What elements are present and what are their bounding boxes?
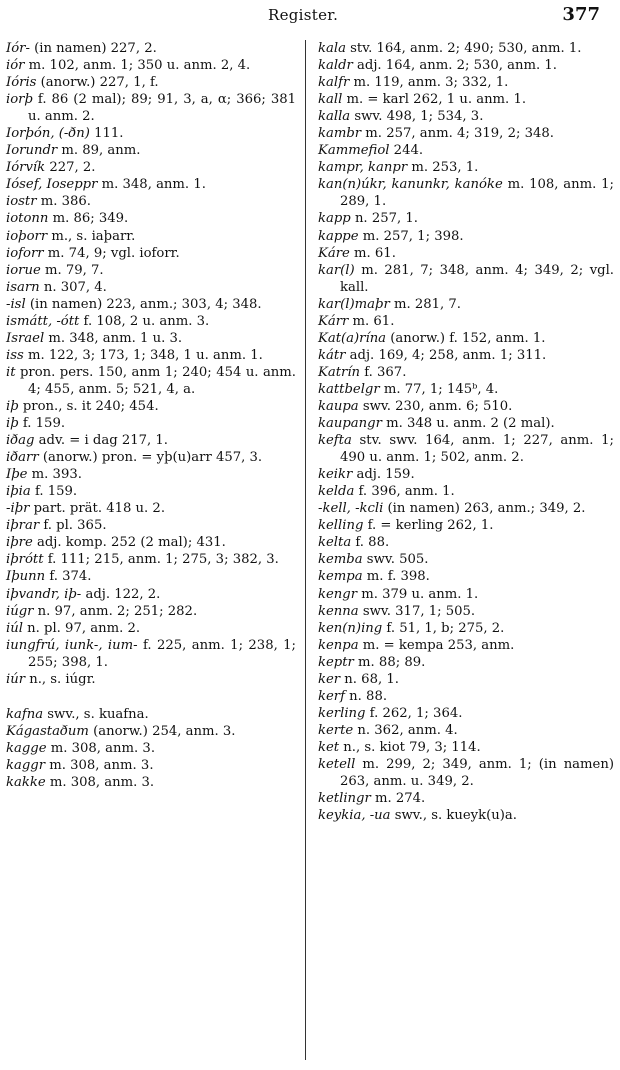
headword: iþre	[6, 535, 33, 551]
entry-references: (in namen) 223, anm.; 303, 4; 348.	[25, 296, 262, 312]
entry-references: m. 61.	[348, 313, 395, 329]
headword: Iósef, Ioseppr	[6, 177, 98, 193]
entry-references: n., s. iúgr.	[25, 671, 96, 687]
entry-references: swv. 505.	[362, 552, 429, 568]
index-entry	[6, 723, 296, 740]
entry-references: m. 308, anm. 3.	[45, 757, 154, 773]
index-entry	[6, 586, 296, 603]
index-entry	[318, 551, 614, 568]
entry-references: m. 108, anm. 1; 289, 1.	[340, 177, 614, 210]
index-entry	[318, 739, 614, 756]
headword: Israel	[6, 330, 45, 346]
entry-references: m. 257, 1; 398.	[358, 228, 464, 244]
index-entry	[318, 398, 614, 415]
index-entry	[318, 330, 614, 347]
entry-references: adj. 169, 4; 258, anm. 1; 311.	[345, 347, 547, 363]
headword: ketell	[318, 756, 356, 772]
index-entry	[6, 757, 296, 774]
index-entry	[6, 432, 296, 449]
entry-references: swv. 230, anm. 6; 510.	[358, 398, 513, 414]
running-title: Register.	[268, 6, 339, 24]
headword: kappe	[318, 228, 359, 244]
headword: iþvandr, iþ-	[6, 586, 82, 602]
index-entry	[318, 517, 614, 534]
entry-references: adj. 122, 2.	[81, 586, 161, 602]
index-entry	[318, 347, 614, 364]
index-entry	[6, 176, 296, 193]
index-entry	[6, 142, 296, 159]
headword: ismátt, -ótt	[6, 313, 80, 329]
index-entry	[318, 568, 614, 585]
entry-references: m. 281, 7; 348, anm. 4; 349, 2; vgl. kall.	[340, 262, 614, 295]
headword: iss	[6, 347, 24, 363]
entry-references: m. 379 u. anm. 1.	[357, 586, 479, 602]
index-entry	[6, 159, 296, 176]
entry-references: 111.	[89, 126, 124, 142]
index-entry	[318, 262, 614, 296]
entry-references: n. 362, anm. 4.	[353, 722, 458, 738]
entry-references: f. 225, anm. 1; 238, 1; 255; 398, 1.	[28, 637, 296, 670]
entry-references: n. 307, 4.	[39, 279, 107, 295]
headword: -kell, -kcli	[318, 501, 384, 517]
entry-references: m. 348 u. anm. 2 (2 mal).	[381, 416, 555, 432]
index-entry	[318, 534, 614, 551]
headword: kalla	[318, 109, 351, 125]
headword: iðarr	[6, 450, 39, 466]
entry-references: swv., s. kuafna.	[43, 706, 149, 722]
headword: iþrar	[6, 518, 40, 534]
headword: Kágastaðum	[6, 723, 89, 739]
section-gap	[6, 688, 296, 706]
index-entry	[6, 245, 296, 262]
headword: Kat(a)rína	[318, 330, 387, 346]
headword: keikr	[318, 467, 353, 483]
index-entry	[318, 603, 614, 620]
headword: iotonn	[6, 211, 49, 227]
entry-references: m. 253, 1.	[407, 160, 479, 176]
headword: kerte	[318, 722, 354, 738]
headword: ker	[318, 671, 341, 687]
index-entry	[318, 637, 614, 654]
index-entry	[318, 91, 614, 108]
entry-references: pron. pers. 150, anm 1; 240; 454 u. anm. 4; 455, anm. 5; 521, 4, a.	[15, 364, 296, 397]
entry-references: m. 79, 7.	[40, 262, 104, 278]
headword: kempa	[318, 569, 363, 585]
entry-references: (anorw.) 227, 1, f.	[36, 75, 159, 91]
headword: iúgr	[6, 603, 34, 619]
index-entry	[6, 91, 296, 125]
index-entry	[6, 313, 296, 330]
index-entry	[6, 568, 296, 585]
index-entry	[318, 245, 614, 262]
index-entry	[318, 500, 614, 517]
index-entry	[6, 262, 296, 279]
index-entry	[318, 432, 614, 466]
index-entry	[318, 671, 614, 688]
headword: kapp	[318, 211, 351, 227]
headword: Iorundr	[6, 143, 58, 159]
index-entry	[318, 125, 614, 142]
index-entry	[318, 654, 614, 671]
index-entry	[6, 706, 296, 723]
index-entry	[6, 74, 296, 91]
headword: kar(l)maþr	[318, 296, 390, 312]
index-entry	[6, 671, 296, 688]
headword: it	[6, 364, 16, 380]
entry-references: m. = karl 262, 1 u. anm. 1.	[342, 92, 527, 108]
page-number: 377	[562, 4, 600, 25]
index-entry	[6, 228, 296, 245]
headword: kall	[318, 92, 343, 108]
index-entry	[318, 74, 614, 91]
entry-references: f. 159.	[18, 416, 66, 432]
headword: ketlingr	[318, 791, 371, 807]
index-entry	[318, 57, 614, 74]
index-entry	[318, 381, 614, 398]
entry-references: m. 386.	[36, 194, 91, 210]
headword: kemba	[318, 552, 363, 568]
headword: kaggr	[6, 757, 46, 773]
headword: Katrín	[318, 364, 361, 380]
headword: Iþunn	[6, 569, 46, 585]
headword: ken(n)ing	[318, 620, 383, 636]
index-entry	[6, 279, 296, 296]
entry-references: m. 77, 1; 145ᵇ, 4.	[379, 381, 499, 397]
entry-references: f. 374.	[45, 569, 92, 585]
entry-references: (in namen) 263, anm.; 349, 2.	[383, 501, 586, 517]
index-entry	[318, 159, 614, 176]
headword: iúr	[6, 671, 26, 687]
entry-references: adv. = i dag 217, 1.	[34, 433, 168, 449]
index-entry	[318, 415, 614, 432]
headword: kattbelgr	[318, 381, 380, 397]
index-entry	[6, 398, 296, 415]
entry-references: (anorw.) 254, anm. 3.	[88, 723, 236, 739]
entry-references: f. 88.	[351, 535, 390, 551]
index-entry	[6, 483, 296, 500]
index-entry	[318, 228, 614, 245]
headword: kelling	[318, 518, 364, 534]
entry-references: f. 262, 1; 364.	[365, 705, 463, 721]
index-entry	[318, 756, 614, 790]
index-entry	[6, 500, 296, 517]
index-entry	[6, 210, 296, 227]
headword: kagge	[6, 740, 47, 756]
entry-references: m. 299, 2; 349, anm. 1; (in namen) 263, anm. u. 349, 2.	[340, 756, 614, 790]
headword: iungfrú, iunk-, ium-	[6, 637, 138, 653]
index-entry	[318, 807, 614, 824]
entry-references: n. 88.	[344, 688, 388, 704]
headword: kafna	[6, 706, 44, 722]
entry-references: m. f. 398.	[362, 569, 430, 585]
headword: kakke	[6, 774, 46, 790]
entry-references: f. 396, anm. 1.	[354, 484, 455, 500]
headword: isarn	[6, 279, 40, 295]
index-entry	[6, 57, 296, 74]
index-entry	[6, 466, 296, 483]
entry-references: m. 308, anm. 3.	[45, 774, 155, 790]
entry-references: f. 51, 1, b; 275, 2.	[382, 620, 505, 636]
headword: -iþr	[6, 501, 30, 517]
index-entry	[318, 40, 614, 57]
headword: iúl	[6, 620, 23, 636]
headword: kenna	[318, 603, 359, 619]
entry-references: 227, 2.	[45, 160, 96, 176]
entry-references: n. 257, 1.	[350, 211, 418, 227]
index-entry	[6, 415, 296, 432]
entry-references: m. 348, anm. 1.	[97, 177, 206, 193]
index-entry	[318, 705, 614, 722]
headword: iþrótt	[6, 552, 44, 568]
headword: ket	[318, 739, 340, 755]
headword: kengr	[318, 586, 358, 602]
index-entry	[6, 637, 296, 671]
index-entry	[6, 193, 296, 210]
entry-references: m. 274.	[370, 791, 426, 807]
page-header	[0, 4, 620, 28]
entry-references: stv. swv. 164, anm. 1; 227, anm. 1; 490 u. anm. 1; 502, anm. 2.	[340, 433, 614, 466]
entry-references: n. 97, anm. 2; 251; 282.	[33, 603, 198, 619]
headword: Iþe	[6, 467, 28, 483]
index-entry	[6, 603, 296, 620]
headword: kaupa	[318, 398, 359, 414]
headword: kefta	[318, 433, 352, 449]
entry-references: m. 88; 89.	[353, 654, 426, 670]
entry-references: m. 348, anm. 1 u. 3.	[44, 330, 183, 346]
index-entry	[6, 125, 296, 142]
headword: kar(l)	[318, 262, 355, 278]
headword: kerf	[318, 688, 345, 704]
entry-references: adj. komp. 252 (2 mal); 431.	[32, 535, 226, 551]
headword: ioþorr	[6, 228, 48, 244]
entry-references: pron., s. it 240; 454.	[18, 398, 159, 414]
headword: Iorþón, (-ðn)	[6, 126, 90, 142]
headword: iþ	[6, 398, 19, 414]
left-column	[6, 40, 296, 791]
column-divider	[305, 40, 306, 1060]
headword: -isl	[6, 296, 26, 312]
entry-references: m. 119, anm. 3; 332, 1.	[349, 75, 509, 91]
entry-references: f. 367.	[360, 364, 407, 380]
headword: Káre	[318, 245, 350, 261]
headword: kala	[318, 41, 346, 56]
entry-references: m. 281, 7.	[389, 296, 461, 312]
entry-references: f. 86 (2 mal); 89; 91, 3, a, α; 366; 381 u. anm. 2.	[28, 92, 296, 125]
index-entry	[318, 108, 614, 125]
index-entry	[318, 688, 614, 705]
headword: Kammefiol	[318, 143, 390, 159]
entry-references: m. 102, anm. 1; 350 u. anm. 2, 4.	[24, 58, 251, 74]
index-entry	[318, 790, 614, 807]
entry-references: m. 257, anm. 4; 319, 2; 348.	[361, 126, 554, 142]
headword: Kárr	[318, 313, 349, 329]
headword: keptr	[318, 654, 354, 670]
headword: kenpa	[318, 637, 359, 653]
index-entry	[6, 296, 296, 313]
index-entry	[318, 364, 614, 381]
entry-references: m., s. iaþarr.	[47, 228, 136, 244]
index-entry	[318, 142, 614, 159]
index-entry	[318, 466, 614, 483]
entry-references: stv. 164, anm. 2; 490; 530, anm. 1.	[345, 41, 582, 56]
headword: iþia	[6, 484, 31, 500]
headword: kan(n)úkr, kanunkr, kanóke	[318, 177, 503, 193]
entry-references: m. 86; 349.	[48, 211, 129, 227]
headword: Iórvík	[6, 160, 46, 176]
headword: Iór-	[6, 41, 30, 56]
entry-references: m. 61.	[349, 245, 396, 261]
entry-references: f. pl. 365.	[39, 518, 107, 534]
entry-references: swv., s. kueyk(u)a.	[390, 808, 517, 824]
headword: kambr	[318, 126, 362, 142]
index-entry	[6, 449, 296, 466]
entry-references: m. 308, anm. 3.	[46, 740, 156, 756]
headword: iðag	[6, 433, 35, 449]
headword: kaldr	[318, 58, 353, 74]
headword: iostr	[6, 194, 37, 210]
entry-references: (anorw.) pron. = yþ(u)arr 457, 3.	[38, 450, 263, 466]
entry-references: f. 108, 2 u. anm. 3.	[79, 313, 210, 329]
index-entry	[6, 774, 296, 791]
index-entry	[6, 364, 296, 398]
entry-references: part. prät. 418 u. 2.	[29, 501, 166, 517]
index-entry	[318, 620, 614, 637]
headword: iorþ	[6, 92, 33, 108]
entry-references: m. = kempa 253, anm.	[358, 637, 515, 653]
entry-references: m. 89, anm.	[57, 143, 141, 159]
index-entry	[6, 347, 296, 364]
index-entry	[318, 586, 614, 603]
headword: kelda	[318, 484, 355, 500]
index-entry	[6, 517, 296, 534]
headword: keykia, -ua	[318, 808, 391, 824]
entry-references: adj. 164, anm. 2; 530, anm. 1.	[352, 58, 558, 74]
entry-references: f. = kerling 262, 1.	[363, 518, 494, 534]
index-entry	[6, 330, 296, 347]
index-entry	[6, 534, 296, 551]
entry-references: m. 74, 9; vgl. ioforr.	[43, 245, 180, 261]
headword: iþ	[6, 416, 19, 432]
headword: Ióris	[6, 75, 37, 91]
entry-references: n. 68, 1.	[340, 671, 399, 687]
index-entry	[318, 722, 614, 739]
index-entry	[318, 296, 614, 313]
headword: kampr, kanpr	[318, 160, 408, 176]
headword: kerling	[318, 705, 366, 721]
entry-references: (anorw.) f. 152, anm. 1.	[386, 330, 546, 346]
index-entry	[318, 313, 614, 330]
index-entry	[318, 176, 614, 210]
entry-references: f. 111; 215, anm. 1; 275, 3; 382, 3.	[43, 552, 279, 568]
index-entry	[318, 483, 614, 500]
headword: kalfr	[318, 75, 350, 91]
index-entry	[6, 740, 296, 757]
headword: iorue	[6, 262, 41, 278]
headword: kelta	[318, 535, 352, 551]
entry-references: adj. 159.	[352, 467, 415, 483]
entry-references: n. pl. 97, anm. 2.	[22, 620, 141, 636]
entry-references: 244.	[389, 143, 424, 159]
headword: ioforr	[6, 245, 44, 261]
right-column	[318, 40, 614, 824]
entry-references: (in namen) 227, 2.	[29, 41, 157, 56]
index-entry	[6, 620, 296, 637]
entry-references: m. 122, 3; 173, 1; 348, 1 u. anm. 1.	[23, 347, 263, 363]
entry-references: swv. 317, 1; 505.	[358, 603, 476, 619]
index-entry	[318, 210, 614, 227]
index-entry	[6, 551, 296, 568]
headword: iór	[6, 58, 25, 74]
headword: kátr	[318, 347, 346, 363]
entry-references: m. 393.	[27, 467, 82, 483]
index-entry	[6, 40, 296, 57]
entry-references: swv. 498, 1; 534, 3.	[350, 109, 484, 125]
headword: kaupangr	[318, 416, 382, 432]
entry-references: n., s. kiot 79, 3; 114.	[339, 739, 481, 755]
entry-references: f. 159.	[30, 484, 78, 500]
